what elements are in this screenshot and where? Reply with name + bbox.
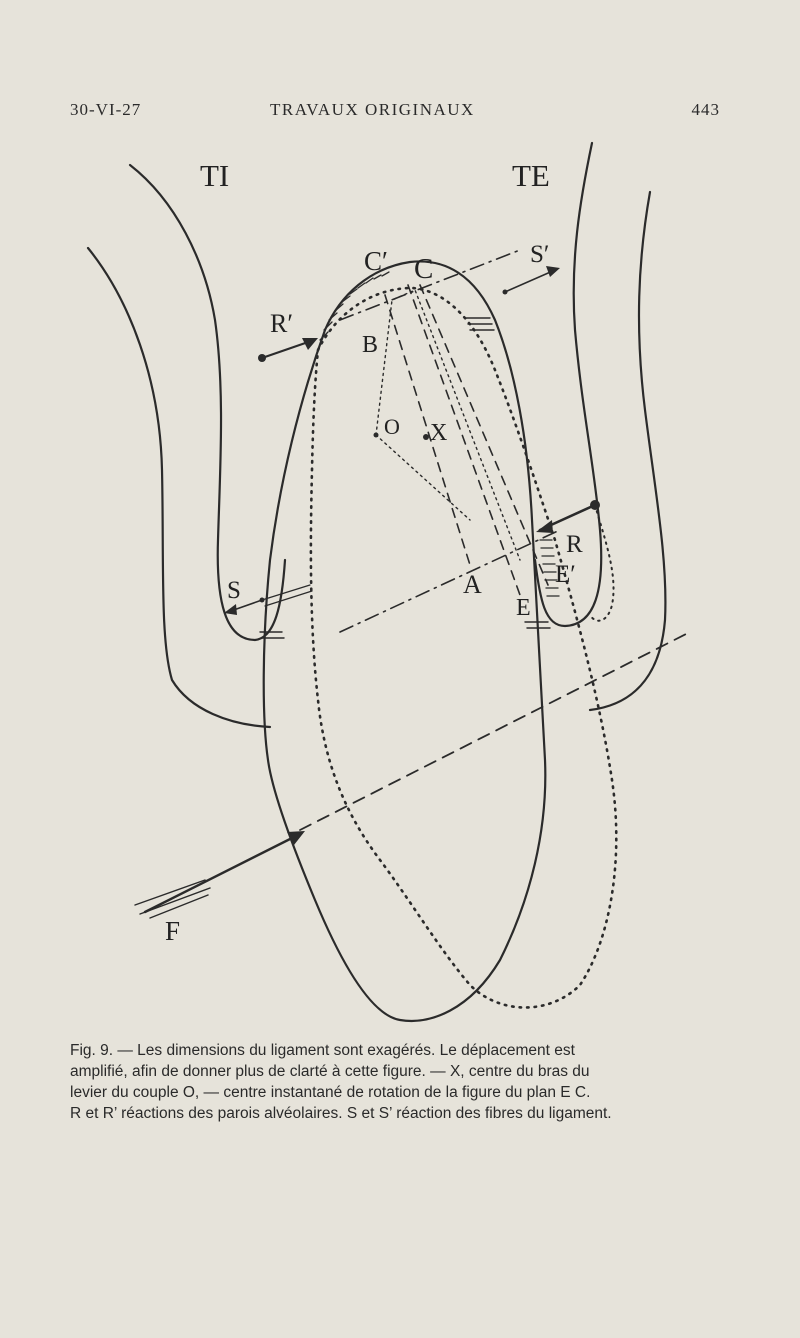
arrowhead-r	[536, 520, 553, 533]
label-x: X	[430, 420, 448, 446]
header-date: 30-VI-27	[70, 100, 142, 119]
header-section-title: TRAVAUX ORIGINAUX	[270, 100, 475, 119]
label-r: R	[566, 531, 583, 558]
page-header	[70, 100, 720, 130]
label-e-prime: E′	[555, 561, 576, 588]
construction-line-o-bottom	[376, 435, 470, 520]
point-x	[423, 434, 429, 440]
label-s: S	[227, 577, 241, 604]
alveolus-outer-left-outline	[88, 248, 270, 727]
point-r-origin	[590, 500, 600, 510]
arrowhead-s	[224, 604, 237, 615]
point-s-prime-origin	[503, 290, 508, 295]
tooth-outline-displaced	[311, 288, 616, 1008]
label-te: TE	[512, 158, 550, 193]
arrow-f-shaft	[145, 834, 300, 912]
fiber-mark-upper-right	[465, 318, 494, 330]
label-o: O	[384, 414, 400, 439]
label-s-prime: S′	[530, 241, 550, 268]
point-o	[374, 433, 379, 438]
arrow-s-prime	[505, 270, 555, 292]
alveolus-inner-left-outline	[130, 165, 285, 640]
alveolus-outer-right-outline	[590, 192, 665, 710]
label-f: F	[165, 916, 181, 946]
construction-line-c-e	[408, 285, 520, 595]
caption-line: levier du couple O, — centre instantané de rotation de la figure du plan E C.	[70, 1084, 591, 1101]
label-ti: TI	[200, 158, 230, 193]
caption-line: R et R’ réactions des parois alvéolaires. S et S’ réaction des fibres du ligament.	[70, 1105, 612, 1122]
page-number: 443	[691, 100, 720, 119]
caption-line: amplifié, afin de donner plus de clarté à cette figure. — X, centre du bras du	[70, 1063, 590, 1080]
label-c-prime: C′	[364, 246, 388, 276]
fiber-mark-s	[262, 585, 312, 606]
tooth-rotation-diagram	[0, 130, 800, 1040]
force-line-f	[300, 632, 690, 830]
tooth-outline-initial	[264, 261, 546, 1020]
label-c: C	[414, 253, 434, 285]
figure-caption	[70, 1040, 710, 1124]
label-b: B	[362, 332, 379, 358]
label-r-prime: R′	[270, 309, 294, 338]
caption-line: Fig. 9. — Les dimensions du ligament sont exagérés. Le déplacement est	[70, 1042, 575, 1059]
point-s-origin	[260, 598, 265, 603]
label-a: A	[463, 570, 482, 599]
label-e: E	[516, 595, 531, 621]
point-r-prime-origin	[258, 354, 266, 362]
